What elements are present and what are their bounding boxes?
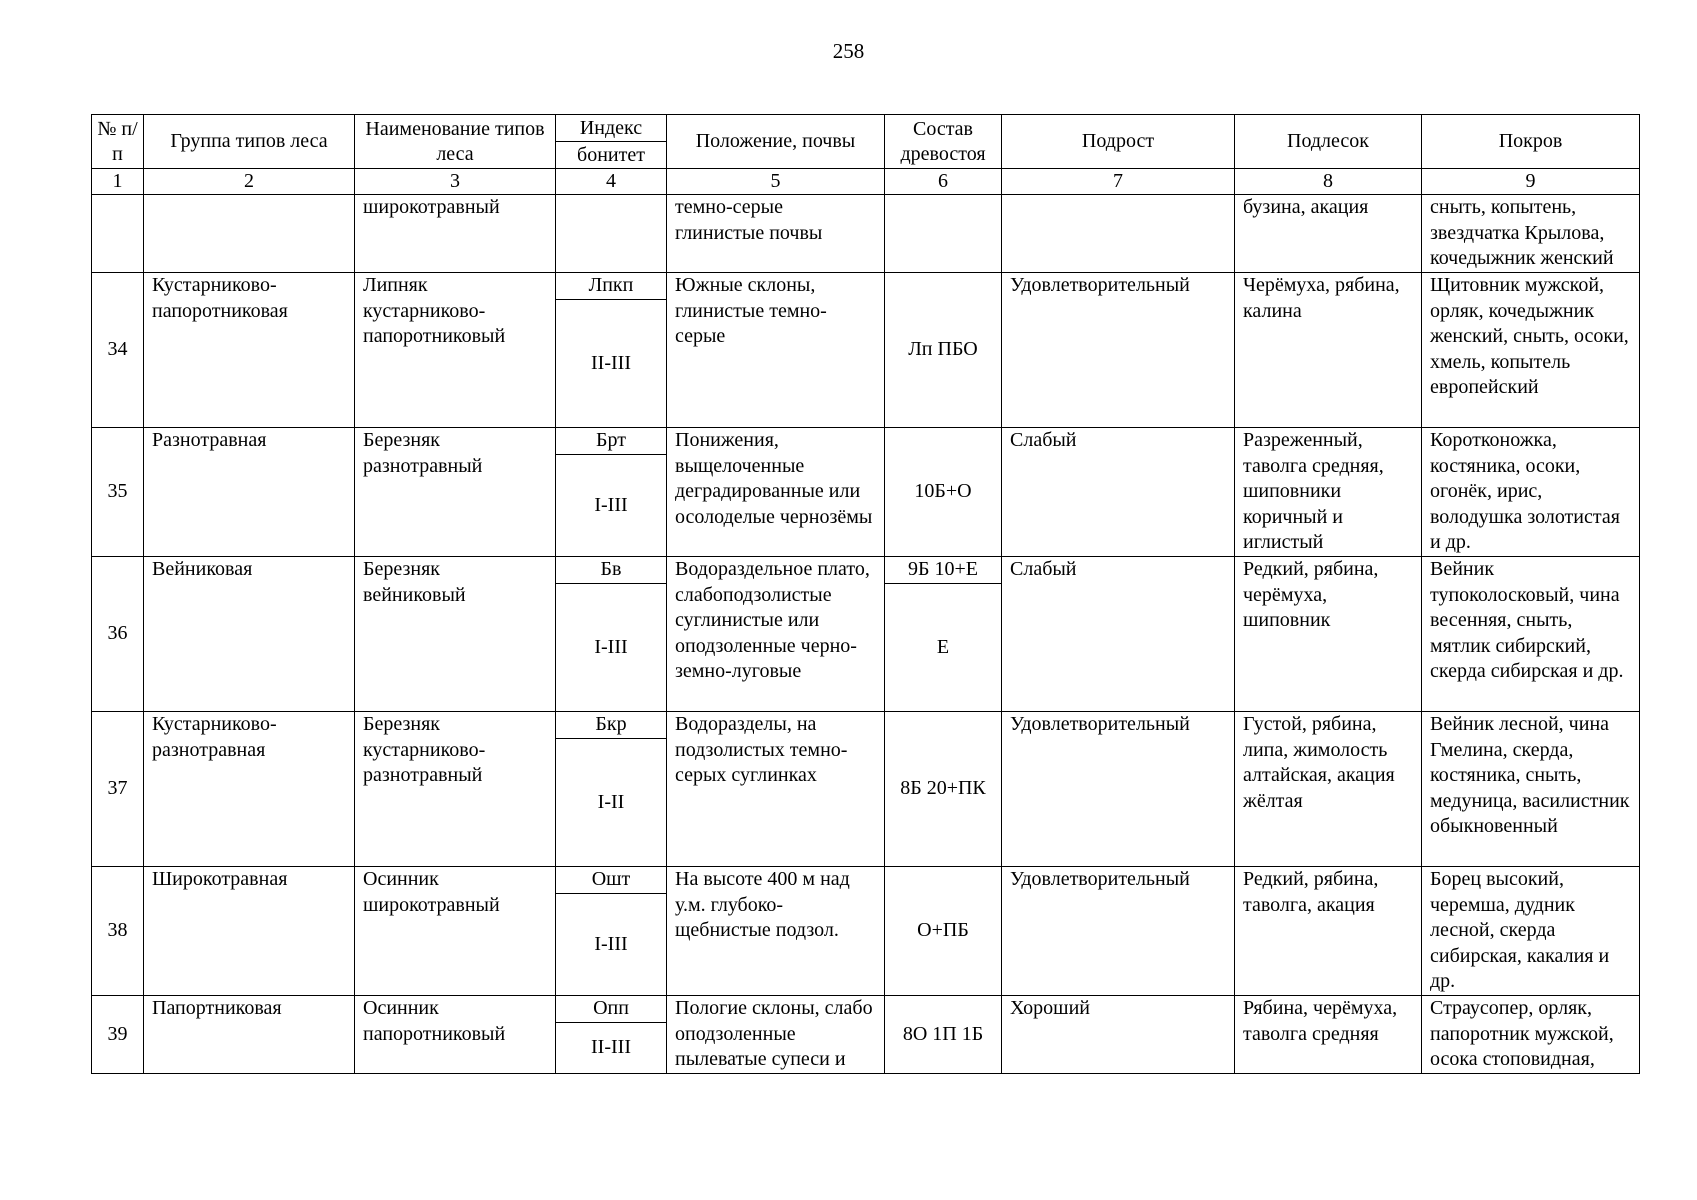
underbrush-cell: Редкий, рябина, таволга, акация (1235, 867, 1422, 996)
table-row (92, 867, 1640, 894)
row-number-cell: 34 (92, 273, 144, 428)
soil-cell: Водоразделы, на подзолистых темно-серых суглинках (667, 712, 885, 867)
header-underbrush: Подлесок (1235, 115, 1422, 169)
row-number-cell: 37 (92, 712, 144, 867)
forest-type-cell: Осинник папоротниковый (355, 996, 556, 1074)
undergrowth-cell: Хороший (1002, 996, 1235, 1074)
index-cell: Ошт (556, 867, 667, 894)
forest-group-cell: Папортниковая (144, 996, 355, 1074)
column-number: 8 (1235, 169, 1422, 195)
forest-type-cell: Осинник широкотравный (355, 867, 556, 996)
row-number-cell: 35 (92, 428, 144, 557)
bonitet-cell: I-II (556, 739, 667, 867)
cover-cell: Борец высокий, черемша, дудник лесной, скерда сибирская, какалия и др. (1422, 867, 1640, 996)
row-number-cell: 36 (92, 557, 144, 712)
composition-cell: Лп ПБО (885, 273, 1002, 428)
forest-group-cell: Вейниковая (144, 557, 355, 712)
forest-type-cell: Березняк разнотравный (355, 428, 556, 557)
undergrowth-cell: Удовлетворительный (1002, 867, 1235, 996)
composition-cell-top: 9Б 10+Е (885, 557, 1002, 584)
composition-cell: О+ПБ (885, 867, 1002, 996)
underbrush-cell: Разреженный, таволга средняя, шиповники коричный и иглистый (1235, 428, 1422, 557)
undergrowth-cell (1002, 195, 1235, 273)
forest-type-cell: Березняк вейниковый (355, 557, 556, 712)
composition-cell: 8О 1П 1Б (885, 996, 1002, 1074)
undergrowth-cell: Удовлетворительный (1002, 712, 1235, 867)
composition-cell: 10Б+О (885, 428, 1002, 557)
table-row (92, 273, 1640, 300)
bonitet-cell: I-III (556, 455, 667, 557)
index-cell: Лпкп (556, 273, 667, 300)
row-number-cell: 38 (92, 867, 144, 996)
underbrush-cell: Черёмуха, рябина, калина (1235, 273, 1422, 428)
table-row (92, 428, 1640, 455)
header-number: № п/п (92, 115, 144, 169)
bonitet-cell: II-III (556, 300, 667, 428)
soil-cell: На высоте 400 м над у.м. глубоко-щебнистые подзол. (667, 867, 885, 996)
index-cell: Бкр (556, 712, 667, 739)
underbrush-cell: бузина, акация (1235, 195, 1422, 273)
column-number: 1 (92, 169, 144, 195)
cover-cell: сныть, копытень, звездчатка Крылова, кочедыжник женский (1422, 195, 1640, 273)
bonitet-cell: II-III (556, 1023, 667, 1073)
soil-cell: Понижения, выщелоченные деградированные или осолоделые чернозёмы (667, 428, 885, 557)
table-row (92, 557, 1640, 584)
column-number: 4 (556, 169, 667, 195)
undergrowth-cell: Слабый (1002, 557, 1235, 712)
table-row-continuation (92, 195, 1640, 273)
column-number: 5 (667, 169, 885, 195)
forest-type-cell: Липняк кустарниково-папоротниковый (355, 273, 556, 428)
forest-type-cell: широкотравный (355, 195, 556, 273)
column-number: 6 (885, 169, 1002, 195)
cover-cell: Коротконожка, костяника, осоки, огонёк, ирис, володушка золотистая и др. (1422, 428, 1640, 557)
composition-cell: 8Б 20+ПК (885, 712, 1002, 867)
column-number: 7 (1002, 169, 1235, 195)
row-number-cell (92, 195, 144, 273)
underbrush-cell: Редкий, рябина, черёмуха, шиповник (1235, 557, 1422, 712)
bonitet-cell: I-III (556, 584, 667, 712)
forest-group-cell: Разнотравная (144, 428, 355, 557)
index-cell: Брт (556, 428, 667, 455)
cover-cell: Щитовник мужской, орляк, кочедыжник женский, сныть, осоки, хмель, копытель европейский (1422, 273, 1640, 428)
header-position-soil: Положение, почвы (667, 115, 885, 169)
undergrowth-cell: Слабый (1002, 428, 1235, 557)
table-row (92, 712, 1640, 739)
bonitet-cell: I-III (556, 894, 667, 996)
composition-cell-bottom: Е (885, 584, 1002, 712)
header-undergrowth: Подрост (1002, 115, 1235, 169)
forest-group-cell: Кустарниково-папоротниковая (144, 273, 355, 428)
header-forest-group: Группа типов леса (144, 115, 355, 169)
column-number: 9 (1422, 169, 1640, 195)
header-bonitet: бонитет (556, 142, 667, 169)
forest-type-cell: Березняк кустарниково-разнотравный (355, 712, 556, 867)
composition-cell (885, 195, 1002, 273)
forest-types-table (91, 114, 1640, 1074)
header-stand-composition: Состав древостоя (885, 115, 1002, 169)
soil-cell: Южные склоны, глинистые темно-серые (667, 273, 885, 428)
cover-cell: Вейник лесной, чина Гмелина, скерда, костяника, сныть, медуница, василистник обыкновенный (1422, 712, 1640, 867)
forest-group-cell (144, 195, 355, 273)
column-number: 2 (144, 169, 355, 195)
header-forest-type: Наименование типов леса (355, 115, 556, 169)
row-number-cell: 39 (92, 996, 144, 1074)
forest-group-cell: Широкотравная (144, 867, 355, 996)
underbrush-cell: Рябина, черёмуха, таволга средняя (1235, 996, 1422, 1074)
underbrush-cell: Густой, рябина, липа, жимолость алтайская, акация жёлтая (1235, 712, 1422, 867)
index-cell: Бв (556, 557, 667, 584)
soil-cell: Водораздельное плато, слабоподзолистые суглинистые или оподзоленные черно-земно-луговые (667, 557, 885, 712)
soil-cell: Пологие склоны, слабо оподзоленные пылеватые супеси и (667, 996, 885, 1074)
table-row (92, 996, 1640, 1023)
undergrowth-cell: Удовлетворительный (1002, 273, 1235, 428)
header-ground-cover: Покров (1422, 115, 1640, 169)
index-cell: Опп (556, 996, 667, 1023)
header-index: Индекс (556, 115, 667, 142)
cover-cell: Вейник тупоколосковый, чина весенняя, сныть, мятлик сибирский, скерда сибирская и др. (1422, 557, 1640, 712)
soil-cell: темно-серые глинистые почвы (667, 195, 885, 273)
index-cell (556, 195, 667, 273)
cover-cell: Страусопер, орляк, папоротник мужской, осока стоповидная, (1422, 996, 1640, 1074)
forest-group-cell: Кустарниково-разнотравная (144, 712, 355, 867)
page-number: 258 (832, 39, 865, 63)
column-number: 3 (355, 169, 556, 195)
